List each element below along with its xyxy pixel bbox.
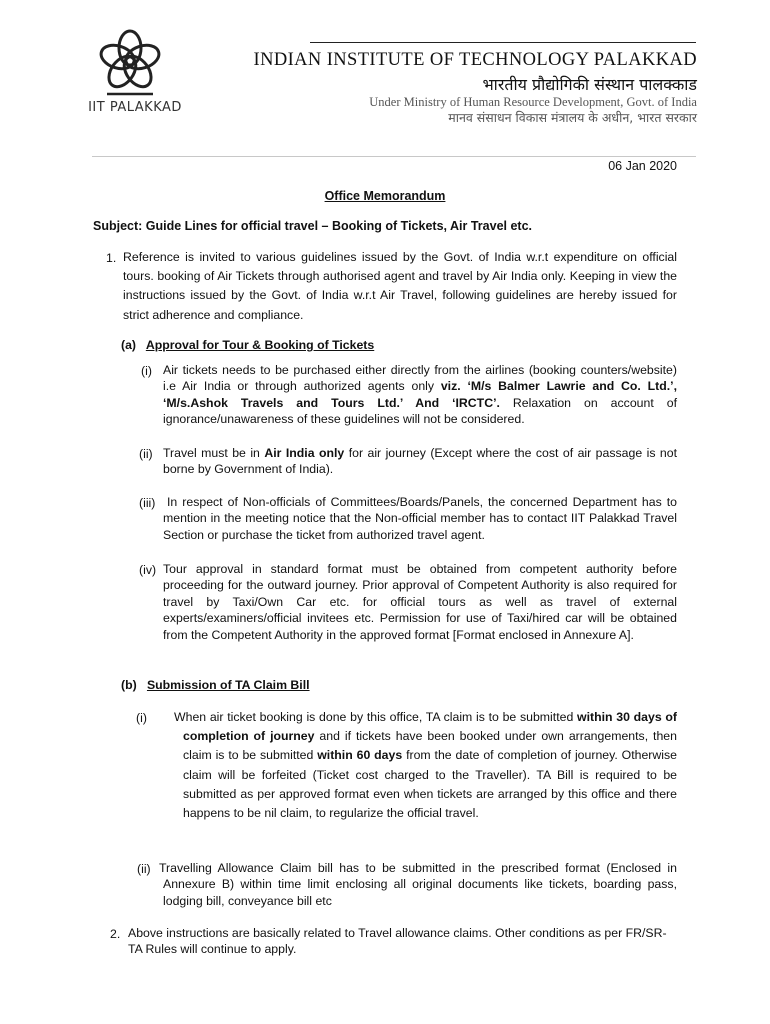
institute-name-hindi: भारतीय प्रौद्योगिकी संस्थान पालक्काड <box>482 75 697 94</box>
section-a-title: Approval for Tour & Booking of Tickets <box>145 338 375 352</box>
a-iv-text: Tour approval in standard format must be obtained from competent authority before proceeding for the outward journey. Prior approval of Competent Authority is also required for travel by Taxi/Own Car etc. for official tours as well as travel of external experts/examiners/official invitees etc. Permission for use of Taxi/hired car will be obtained from the Competent Authority in the approved format [Format enclosed in Annexure A]. <box>163 562 677 642</box>
header-divider <box>92 156 696 157</box>
para1-number: 1. <box>106 251 117 265</box>
section-a-heading <box>121 338 374 352</box>
header-rule <box>310 42 696 43</box>
memo-title: Office Memorandum <box>324 189 446 203</box>
section-b-number: (b) <box>121 678 137 692</box>
a-ii-number: (ii) <box>139 447 153 461</box>
a-ii-text: Travel must be in Air India only for air journey (Except where the cost of air passage is not borne by Government of India). <box>163 446 678 477</box>
institute-name: INDIAN INSTITUTE OF TECHNOLOGY PALAKKAD <box>253 50 697 70</box>
a-iii-number: (iii) <box>139 496 156 510</box>
memo-subject: Subject: Guide Lines for official travel – Booking of Tickets, Air Travel etc. <box>93 219 533 233</box>
ministry-line: Under Ministry of Human Resource Development, Govt. of India <box>369 95 697 109</box>
a-iii-text: In respect of Non-officials of Committees/Boards/Panels, the concerned Department has to mention in the meeting notice that the Non-official member has to contact IIT Palakkad Travel Section or purchase the ticket from authorized travel agent. <box>163 495 677 542</box>
b-i-number: (i) <box>136 711 147 725</box>
section-b-heading <box>121 678 310 692</box>
para1-text: Reference is invited to various guidelines issued by the Govt. of India w.r.t expenditure on official tours. booking of Air Tickets through authorised agent and travel by Air India only. Keeping in view the instructions issued by the Govt. of India w.r.t Air Travel, following guidelines are hereby issued for strict adherence and compliance. <box>123 250 677 322</box>
memo-date: 06 Jan 2020 <box>608 159 677 173</box>
b-ii-number: (ii) <box>137 862 151 876</box>
iit-palakkad-logo-icon <box>93 26 167 96</box>
section-b-title: Submission of TA Claim Bill <box>146 678 310 692</box>
a-iv-number: (iv) <box>139 563 157 577</box>
b-ii-text: Travelling Allowance Claim bill has to be submitted in the prescribed format (Enclosed in Annexure B) within time limit enclosing all original documents like tickets, boarding pass, lodging bill, conveyance bill etc <box>159 861 677 908</box>
a-i-number: (i) <box>141 364 152 378</box>
b-i-text: When air ticket booking is done by this office, TA claim is to be submitted within 30 days of completion of journey and if tickets have been booked under own arrangements, then claim is to be submitted within 60 days from the date of completion of journey. Otherwise claim will be forfeited (Ticket cost charged to the Traveller). TA Bill is required to be submitted as per approved format even when tickets are arranged by this office and there happens to be nil claim, to regularize the official travel. <box>174 710 678 821</box>
para2-text: Above instructions are basically related to Travel allowance claims. Other conditions as per FR/SR- TA Rules will continue to apply. <box>128 926 667 957</box>
a-i-text: Air tickets needs to be purchased either directly from the airlines (booking counters/website) i.e Air India or through authorized agents only viz. ‘M/s Balmer Lawrie and Co. Ltd.’, ‘M/s.Ashok Travels and Tours Ltd.’ And ‘IRCTC’. Relaxation on account of ignorance/unawareness of these guidelines will not be considered. <box>163 363 678 427</box>
ministry-line-hindi: मानव संसाधन विकास मंत्रालय के अधीन, भारत सरकार <box>448 110 697 125</box>
logo-wordmark: IIT PALAKKAD <box>88 100 182 115</box>
para2-number: 2. <box>110 927 121 941</box>
section-a-number: (a) <box>121 338 137 352</box>
